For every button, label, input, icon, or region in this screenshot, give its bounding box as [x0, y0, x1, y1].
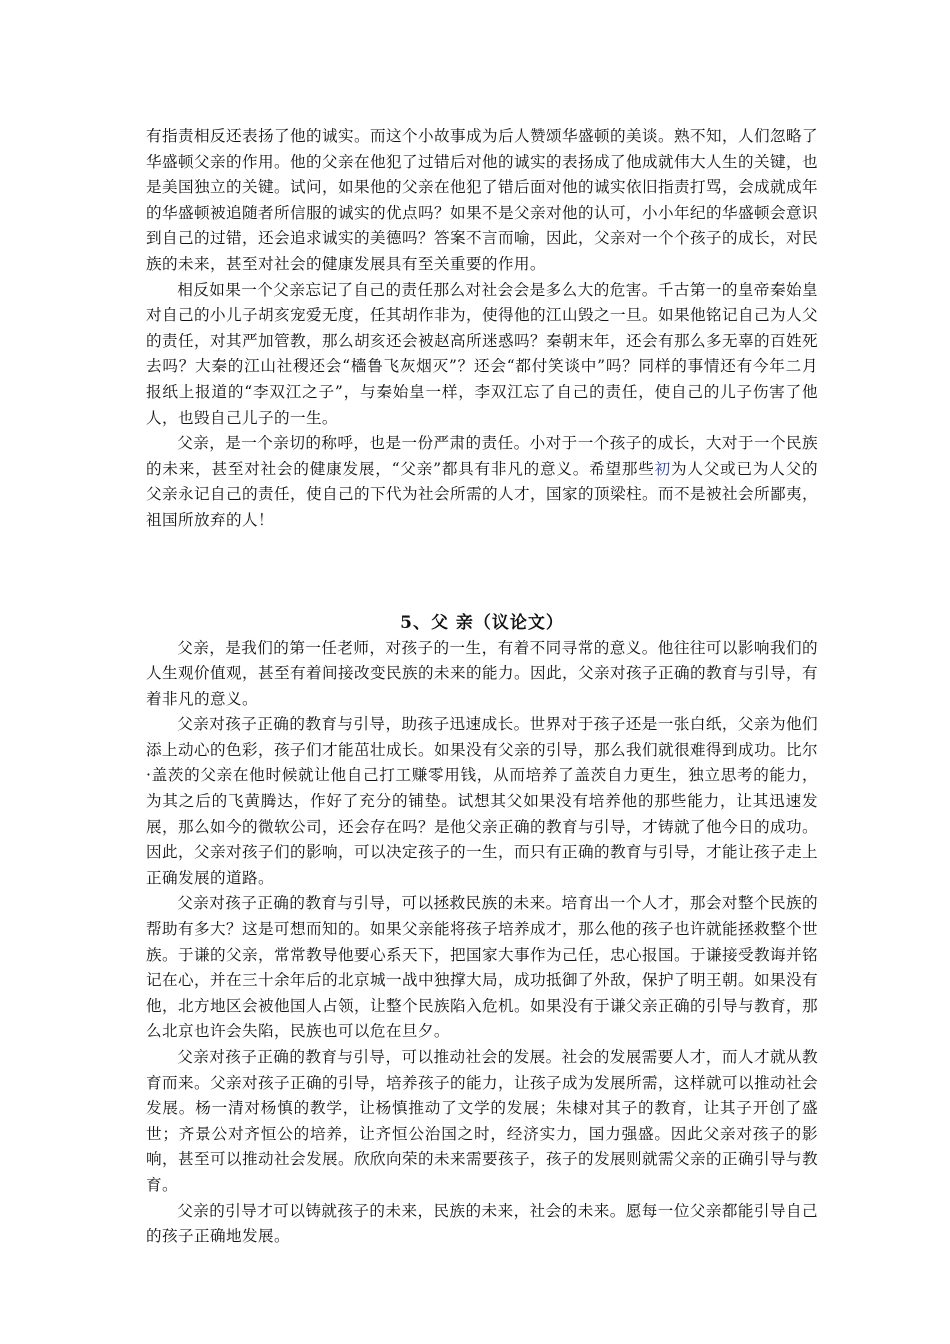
paragraph-father-responsibility	[146, 431, 818, 533]
section-spacer	[146, 534, 818, 610]
essay-paragraph: 父亲对孩子正确的教育与引导，可以拯救民族的未来。培育出一个人才，那会对整个民族的帮助有多大？这是可想而知的。如果父亲能将孩子培养成才，那么他的孩子也许就能拯救整个世族。于谦的父亲，常常教导他要心系天下，把国家大事作为己任，忠心报国。于谦接受教诲并铭记在心，并在三十余年后的北京城一战中独撑大局，成功抵御了外敌，保护了明王朝。如果没有他，北方地区会被他国人占领，让整个民族陷入危机。如果没有于谦父亲正确的引导与教育，那么北京也许会失陷，民族也可以危在旦夕。	[146, 894, 818, 1041]
essay-paragraph: 父亲对孩子正确的教育与引导，可以推动社会的发展。社会的发展需要人才，而人才就从教育而来。父亲对孩子正确的引导，培养孩子的能力，让孩子成为发展所需，这样就可以推动社会发展。杨一清对杨慎的教学，让杨慎推动了文学的发展；朱棣对其子的教育，让其子开创了盛世；齐景公对齐恒公的培养，让齐恒公治国之时，经济实力，国力强盛。因此父亲对孩子的影响，甚至可以推动社会发展。欣欣向荣的未来需要孩子，孩子的发展则就需父亲的正确引导与教育。	[146, 1048, 818, 1194]
document-page	[146, 124, 818, 1250]
essay-title: 5、父 亲（议论文）	[400, 612, 564, 633]
paragraph-text-start: 父亲，是一个亲切的称呼，也是一份严肃的责任。小对于一个孩子的成长，大对于一个民族的未来，甚至对社会的健康发展，“父亲”都具有非凡的意义。希望那些	[146, 434, 818, 478]
highlighted-character: 初	[654, 459, 672, 478]
paragraph-text-end: 为人父或已为人父的父亲永记自己的责任，使自己的下代为社会所需的人才，国家的顶梁柱。而不是被社会所鄙夷，祖国所放弃的人！	[146, 459, 818, 529]
essay-paragraph: 父亲，是我们的第一任老师，对孩子的一生，有着不同寻常的意义。他往往可以影响我们的人生观价值观，甚至有着间接改变民族的未来的能力。因此，父亲对孩子正确的教育与引导，有着非凡的意义。	[146, 638, 818, 708]
paragraph-qin-shihuang: 相反如果一个父亲忘记了自己的责任那么对社会会是多么大的危害。千古第一的皇帝秦始皇对自己的小儿子胡亥宠爱无度，任其胡作非为，使得他的江山毁之一旦。如果他铭记自己为人父的责任，对其严加管教，那么胡亥还会被赵高所迷惑吗？秦朝末年，还会有那么多无辜的百姓死去吗？大秦的江山社稷还会“檣鲁飞灰烟灭”？还会“都付笑谈中”吗？同样的事情还有今年二月报纸上报道的“李双江之子”，与秦始皇一样，李双江忘了自己的责任，使自己的儿子伤害了他人，也毁自己儿子的一生。	[146, 280, 818, 427]
essay-paragraph: 父亲对孩子正确的教育与引导，助孩子迅速成长。世界对于孩子还是一张白纸，父亲为他们添上动心的色彩，孩子们才能茁壮成长。如果没有父亲的引导，那么我们就很难得到成功。比尔·盖茨的父亲在他时候就让他自己打工赚零用钱，从而培养了盖茨自力更生，独立思考的能力，为其之后的飞黄腾达，作好了充分的铺垫。试想其父如果没有培养他的那些能力，让其迅速发展，那么如今的微软公司，还会存在吗？是他父亲正确的教育与引导，才铸就了他今日的成功。因此，父亲对孩子们的影响，可以决定孩子的一生，而只有正确的教育与引导，才能让孩子走上正确发展的道路。	[146, 715, 818, 887]
essay-paragraph: 父亲的引导才可以铸就孩子的未来，民族的未来，社会的未来。愿每一位父亲都能引导自己的孩子正确地发展。	[146, 1201, 818, 1246]
paragraph-washington-conclusion: 有指责相反还表扬了他的诚实。而这个小故事成为后人赞颂华盛顿的美谈。熟不知，人们忽略了华盛顿父亲的作用。他的父亲在他犯了过错后对他的诚实的表扬成了他成就伟大人生的关键，也是美国独立的关键。试问，如果他的父亲在他犯了错后面对他的诚实依旧指责打骂，会成就成年的华盛顿被追随者所信服的诚实的优点吗？如果不是父亲对他的认可，小小年纪的华盛顿会意识到自己的过错，还会追求诚实的美德吗？答案不言而喻，因此，父亲对一个个孩子的成长，对民族的未来，甚至对社会的健康发展具有至关重要的作用。	[146, 127, 818, 273]
